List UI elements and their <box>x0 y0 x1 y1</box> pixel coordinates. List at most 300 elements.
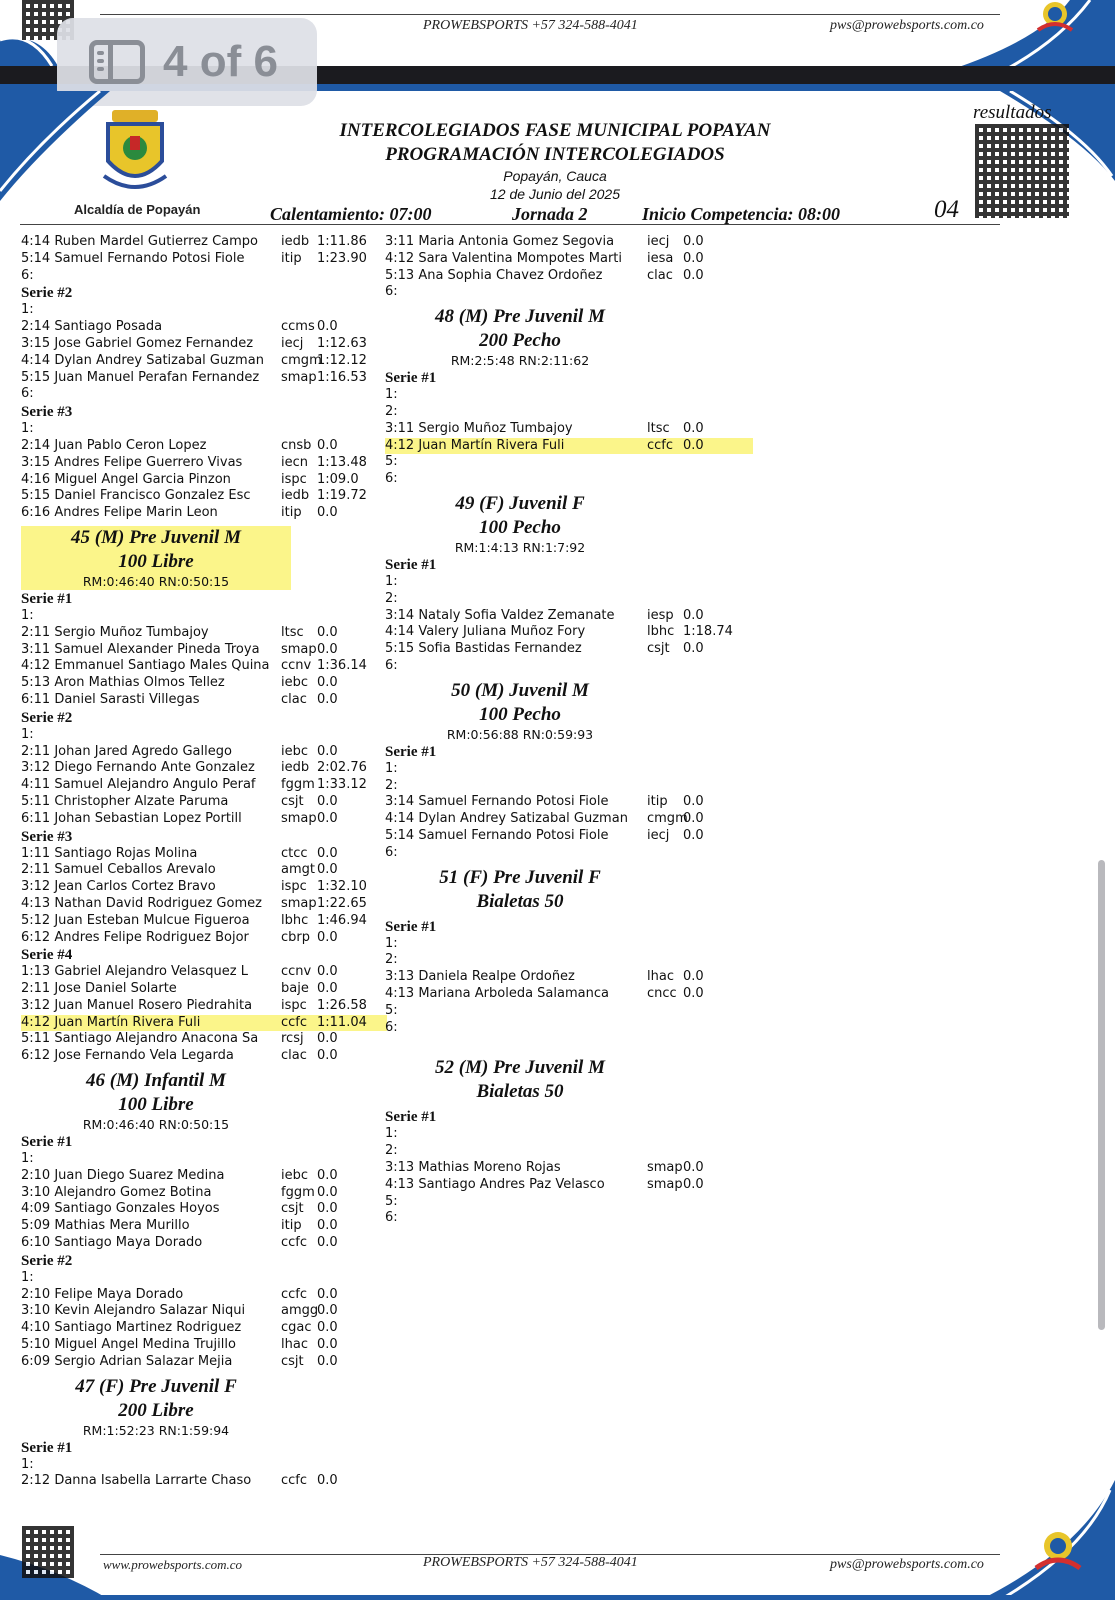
swimmer-name: 6: <box>385 284 398 300</box>
entry-row <box>21 1031 391 1048</box>
club-code: cgac <box>281 1320 312 1336</box>
entry-row <box>21 760 391 777</box>
entry-row <box>385 641 755 658</box>
seed-time: 0.0 <box>317 1048 338 1064</box>
seed-time: 0.0 <box>317 1184 338 1200</box>
seed-time: 0.0 <box>683 641 704 657</box>
seed-time: 0.0 <box>683 250 704 266</box>
club-code: cmgm <box>647 811 688 827</box>
footer-email[interactable]: pws@prowebsports.com.co <box>830 1557 984 1572</box>
entry-row <box>385 845 755 862</box>
entry-row <box>385 471 755 488</box>
swimmer-name: 1: <box>385 760 398 776</box>
entry-row <box>385 387 755 404</box>
seed-time: 0.0 <box>683 794 704 810</box>
club-code: iedb <box>281 488 310 504</box>
event-block <box>21 1375 291 1439</box>
swimmer-name: 6: <box>21 386 34 402</box>
serie-heading: Serie #1 <box>385 370 437 387</box>
mayor-label: Alcaldía de Popayán <box>74 202 201 217</box>
swimmer-name: 2:12 Danna Isabella Larrarte Chaso <box>21 1473 252 1489</box>
seed-time: 1:46.94 <box>317 912 367 928</box>
entry-row <box>21 1151 391 1168</box>
entry-row <box>21 625 391 642</box>
swimmer-name: 6: <box>385 1019 398 1035</box>
swimmer-name: 5:12 Juan Esteban Mulcue Figueroa <box>21 912 250 928</box>
swimmer-name: 3:11 Sergio Muñoz Tumbajoy <box>385 420 573 436</box>
event-distance: Bialetas 50 <box>476 1081 564 1103</box>
serie-heading: Serie #2 <box>21 1252 73 1269</box>
swimmer-name: 4:12 Sara Valentina Mompotes Marti <box>385 250 623 266</box>
entry-row <box>21 981 391 998</box>
entry-row <box>21 642 391 659</box>
entry-row <box>385 268 755 285</box>
swimmer-name: 4:14 Ruben Mardel Gutierrez Campo <box>21 234 258 249</box>
entry-row <box>21 608 391 625</box>
swimmer-name: 5:15 Juan Manuel Perafan Fernandez <box>21 369 260 385</box>
entry-row <box>21 1354 391 1371</box>
seed-time: 2:02.76 <box>317 760 367 776</box>
seed-time: 0.0 <box>317 1473 338 1489</box>
seed-time: 0.0 <box>683 267 704 283</box>
seed-time: 1:09.0 <box>317 471 359 487</box>
club-code: ccfc <box>647 437 674 453</box>
club-code: smap <box>281 810 317 826</box>
club-code: ltsc <box>281 624 304 640</box>
swimmer-name: 1:13 Gabriel Alejandro Velasquez L <box>21 964 248 980</box>
scrollbar[interactable] <box>1098 860 1105 1330</box>
city-crest-icon <box>100 106 170 196</box>
entry-row <box>21 896 391 913</box>
entry-row <box>385 658 755 675</box>
swimmer-name: 4:10 Santiago Martinez Rodriguez <box>21 1320 242 1336</box>
seed-time: 0.0 <box>683 1176 704 1192</box>
footer-website[interactable]: www.prowebsports.com.co <box>103 1557 243 1572</box>
entry-row <box>21 1270 391 1287</box>
right-column <box>385 234 755 1227</box>
entry-row <box>21 658 391 675</box>
seed-time: 0.0 <box>317 624 338 640</box>
seed-time: 0.0 <box>317 743 338 759</box>
seed-time: 0.0 <box>317 981 338 997</box>
serie-heading: Serie #1 <box>385 918 437 935</box>
swimmer-name: 3:10 Alejandro Gomez Botina <box>21 1184 212 1200</box>
swimmer-name: 2: <box>385 1143 398 1159</box>
club-code: cmgm <box>281 352 322 368</box>
seed-time: 0.0 <box>317 1201 338 1217</box>
sidebar-icon <box>89 40 145 84</box>
swimmer-name: 3:12 Diego Fernando Ante Gonzalez <box>21 760 255 776</box>
club-code: smap <box>281 641 317 657</box>
seed-time: 0.0 <box>317 691 338 707</box>
entry-row <box>385 1126 755 1143</box>
seed-time: 0.0 <box>317 793 338 809</box>
club-code: itip <box>647 794 668 810</box>
swimmer-name: 5:14 Samuel Fernando Potosi Fiole <box>21 250 245 266</box>
swimmer-name: 4:11 Samuel Alejandro Angulo Peraf <box>21 777 256 793</box>
seed-time: 0.0 <box>317 319 338 335</box>
club-code: amgt <box>281 862 315 878</box>
club-code: iecn <box>281 454 308 470</box>
entry-row <box>385 1194 755 1211</box>
seed-time: 0.0 <box>683 234 704 249</box>
swimmer-name: 5:13 Aron Mathias Olmos Tellez <box>21 675 225 691</box>
event-distance: 100 Libre <box>21 550 291 574</box>
swimmer-name: 4:12 Emmanuel Santiago Males Quina <box>21 658 270 674</box>
event-records: RM:1:52:23 RN:1:59:94 <box>82 1422 230 1438</box>
entry-row <box>385 1143 755 1160</box>
swimmer-name: 2: <box>385 777 398 793</box>
event-block <box>385 866 655 918</box>
swimmer-name: 3:15 Jose Gabriel Gomez Fernandez <box>21 335 254 351</box>
event-distance: 100 Pecho <box>479 703 561 725</box>
entry-row <box>21 846 391 863</box>
seed-time: 0.0 <box>683 1159 704 1175</box>
club-code: itip <box>281 505 302 521</box>
entry-row <box>385 251 755 268</box>
entry-row <box>21 913 391 930</box>
swimmer-name: 5:11 Santiago Alejandro Anacona Sa <box>21 1031 259 1047</box>
seed-time: 0.0 <box>683 437 704 453</box>
date-label: 12 de Junio del 2025 <box>490 186 620 202</box>
club-code: amgg <box>281 1303 319 1319</box>
entry-row <box>385 608 755 625</box>
header-rule <box>100 14 1000 15</box>
swimmer-name: 5:09 Mathias Mera Murillo <box>21 1218 190 1234</box>
entry-row <box>385 574 755 591</box>
swimmer-name: 3:13 Daniela Realpe Ordoñez <box>385 969 575 985</box>
entry-row <box>21 692 391 709</box>
entry-row <box>21 811 391 828</box>
entry-row <box>21 438 391 455</box>
club-code: fggm <box>281 1184 315 1200</box>
header-bottom-rule <box>20 224 1000 225</box>
club-code: rcsj <box>281 1031 304 1047</box>
entry-row <box>21 777 391 794</box>
seed-time: 0.0 <box>683 827 704 843</box>
entry-row <box>21 794 391 811</box>
seed-time: 0.0 <box>683 811 704 827</box>
swimmer-name: 2:11 Sergio Muñoz Tumbajoy <box>21 624 209 640</box>
club-code: iesa <box>647 250 674 266</box>
swimmer-name: 4:16 Miguel Angel Garcia Pinzon <box>21 471 231 487</box>
entry-row <box>21 353 391 370</box>
results-qr-icon[interactable] <box>975 124 1069 218</box>
swimmer-name: 4:13 Mariana Arboleda Salamanca <box>385 985 609 1001</box>
entry-row <box>21 964 391 981</box>
entry-row <box>21 1235 391 1252</box>
entry-row <box>21 1048 391 1065</box>
swimmer-name: 3:14 Samuel Fernando Potosi Fiole <box>385 794 609 810</box>
seed-time: 1:18.74 <box>683 624 733 640</box>
event-title: 45 (M) Pre Juvenil M <box>21 526 291 550</box>
swimmer-name: 3:12 Juan Manuel Rosero Piedrahita <box>21 997 253 1013</box>
entry-row <box>21 268 391 285</box>
entry-row <box>21 455 391 472</box>
entry-row <box>21 505 391 522</box>
club-code: baje <box>281 981 309 997</box>
entry-row <box>385 1003 755 1020</box>
serie-heading: Serie #3 <box>21 404 73 421</box>
club-code: ispc <box>281 879 307 895</box>
swimmer-name: 3:15 Andres Felipe Guerrero Vivas <box>21 454 243 470</box>
entry-row <box>385 454 755 471</box>
entry-row <box>21 1320 391 1337</box>
swimmer-name: 2:11 Johan Jared Agredo Gallego <box>21 743 232 759</box>
results-label: resultados <box>973 102 1052 123</box>
header-company: PROWEBSPORTS +57 324-588-4041 <box>423 18 638 33</box>
entry-row <box>385 1210 755 1227</box>
event-title: 51 (F) Pre Juvenil F <box>439 866 601 888</box>
club-code: csjt <box>647 641 670 657</box>
seed-time: 1:11.86 <box>317 234 367 249</box>
serie-heading: Serie #2 <box>21 285 73 302</box>
event-title: 47 (F) Pre Juvenil F <box>75 1375 237 1397</box>
seed-time: 0.0 <box>317 505 338 521</box>
entry-row <box>21 862 391 879</box>
event-distance: 200 Pecho <box>479 330 561 352</box>
event-records: RM:0:56:88 RN:0:59:93 <box>446 726 594 742</box>
club-code: ccfc <box>281 1235 308 1251</box>
seed-time: 1:32.10 <box>317 879 367 895</box>
seed-time: 1:22.65 <box>317 895 367 911</box>
club-code: iesp <box>647 607 674 623</box>
seed-time: 0.0 <box>317 641 338 657</box>
entry-row <box>385 828 755 845</box>
swimmer-name: 2:11 Jose Daniel Solarte <box>21 981 177 997</box>
serie-heading: Serie #4 <box>21 947 73 964</box>
swimmer-name: 5:14 Samuel Fernando Potosi Fiole <box>385 827 609 843</box>
seed-time: 0.0 <box>317 1303 338 1319</box>
serie-heading: Serie #2 <box>21 709 73 726</box>
club-code: ispc <box>281 997 307 1013</box>
entry-row <box>21 879 391 896</box>
seed-time: 0.0 <box>317 1286 338 1302</box>
entry-row <box>385 811 755 828</box>
swimmer-name: 6: <box>21 267 34 283</box>
club-code: clac <box>281 1048 307 1064</box>
club-code: cnsb <box>281 437 312 453</box>
swimmer-name: 1: <box>385 573 398 589</box>
event-distance: 100 Libre <box>118 1094 194 1116</box>
swimmer-name: 1: <box>21 302 34 318</box>
swimmer-name: 3:10 Kevin Alejandro Salazar Niqui <box>21 1303 246 1319</box>
entry-row <box>385 438 753 455</box>
entry-row <box>385 969 755 986</box>
seed-time: 1:11.04 <box>317 1014 367 1030</box>
swimmer-name: 1:11 Santiago Rojas Molina <box>21 845 198 861</box>
entry-row <box>21 251 391 268</box>
swimmer-name: 6: <box>385 844 398 860</box>
seed-time: 1:26.58 <box>317 997 367 1013</box>
swimmer-name: 6:10 Santiago Maya Dorado <box>21 1235 203 1251</box>
swimmer-name: 4:12 Juan Martín Rivera Fuli <box>21 1014 201 1030</box>
club-code: smap <box>281 369 317 385</box>
entry-row <box>21 1168 391 1185</box>
club-code: ccfc <box>281 1286 308 1302</box>
entry-row <box>385 778 755 795</box>
event-block <box>385 492 655 556</box>
swimmer-name: 6:11 Daniel Sarasti Villegas <box>21 691 200 707</box>
swimmer-name: 6:16 Andres Felipe Marin Leon <box>21 505 218 521</box>
seed-time: 1:33.12 <box>317 777 367 793</box>
seed-time: 1:12.63 <box>317 335 367 351</box>
warmup-label: Calentamiento: 07:00 <box>270 204 432 224</box>
club-code: csjt <box>281 793 304 809</box>
seed-time: 0.0 <box>317 1337 338 1353</box>
swimmer-name: 3:11 Samuel Alexander Pineda Troya <box>21 641 260 657</box>
club-code: smap <box>281 895 317 911</box>
entry-row <box>21 386 391 403</box>
swimmer-name: 5:13 Ana Sophia Chavez Ordoñez <box>385 267 603 283</box>
swimmer-name: 1: <box>21 726 34 742</box>
swimmer-name: 2: <box>385 952 398 968</box>
event-records: RM:2:5:48 RN:2:11:62 <box>450 353 590 369</box>
entry-row <box>21 336 391 353</box>
club-code: fggm <box>281 777 315 793</box>
swimmer-name: 1: <box>21 1151 34 1167</box>
club-code: lbhc <box>281 912 309 928</box>
entry-row <box>21 472 391 489</box>
club-code: csjt <box>281 1201 304 1217</box>
swimmer-name: 3:12 Jean Carlos Cortez Bravo <box>21 879 216 895</box>
swimmer-name: 4:14 Dylan Andrey Satizabal Guzman <box>21 352 264 368</box>
club-code: ctcc <box>281 845 308 861</box>
club-code: lbhc <box>647 624 675 640</box>
entry-row <box>385 761 755 778</box>
club-code: lhac <box>647 969 674 985</box>
swimmer-name: 2:11 Samuel Ceballos Arevalo <box>21 862 216 878</box>
swimmer-name: 3:11 Maria Antonia Gomez Segovia <box>385 234 615 249</box>
event-title: 49 (F) Juvenil F <box>455 492 585 514</box>
seed-time: 0.0 <box>317 1031 338 1047</box>
seed-time: 0.0 <box>317 1320 338 1336</box>
footer-company: PROWEBSPORTS +57 324-588-4041 <box>423 1555 638 1570</box>
swimmer-name: 1: <box>21 607 34 623</box>
round-label: Jornada 2 <box>512 204 588 224</box>
swimmer-name: 1: <box>21 421 34 437</box>
swimmer-name: 1: <box>385 1126 398 1142</box>
club-code: iedb <box>281 234 310 249</box>
seed-time: 0.0 <box>683 969 704 985</box>
club-code: itip <box>281 250 302 266</box>
serie-heading: Serie #1 <box>385 556 437 573</box>
club-code: cbrp <box>281 929 310 945</box>
event-title: 46 (M) Infantil M <box>86 1070 226 1092</box>
seed-time: 0.0 <box>317 1235 338 1251</box>
seed-time: 0.0 <box>317 1167 338 1183</box>
seed-time: 0.0 <box>317 1353 338 1369</box>
club-code: iedb <box>281 760 310 776</box>
club-code: iebc <box>281 743 309 759</box>
swimmer-name: 5: <box>385 1193 398 1209</box>
serie-heading: Serie #1 <box>21 590 73 607</box>
page-number: 04 <box>934 196 959 223</box>
swimmer-name: 4:09 Santiago Gonzales Hoyos <box>21 1201 220 1217</box>
swimmer-name: 4:13 Nathan David Rodriguez Gomez <box>21 895 262 911</box>
swimmer-name: 6: <box>385 657 398 673</box>
swimmer-name: 6:11 Johan Sebastian Lopez Portill <box>21 810 242 826</box>
swimmer-name: 2:10 Juan Diego Suarez Medina <box>21 1167 225 1183</box>
club-code: cncc <box>647 985 677 1001</box>
entry-row <box>385 421 755 438</box>
swimmer-name: 1: <box>21 1269 34 1285</box>
club-code: lhac <box>281 1337 308 1353</box>
club-code: ccfc <box>281 1014 308 1030</box>
swimmer-name: 5: <box>385 1002 398 1018</box>
event-records: RM:0:46:40 RN:0:50:15 <box>21 574 291 590</box>
club-code: ccms <box>281 319 315 335</box>
entry-row <box>385 1160 755 1177</box>
seed-time: 0.0 <box>317 845 338 861</box>
seed-time: 1:23.90 <box>317 250 367 266</box>
entry-row <box>21 302 391 319</box>
entry-row <box>385 952 755 969</box>
swimmer-name: 6:12 Jose Fernando Vela Legarda <box>21 1048 234 1064</box>
club-code: iebc <box>281 675 309 691</box>
entry-row <box>21 930 391 947</box>
entry-row <box>385 1020 755 1037</box>
entry-row <box>385 794 755 811</box>
seed-time: 0.0 <box>683 607 704 623</box>
event-block <box>385 305 655 369</box>
swimmer-name: 4:13 Santiago Andres Paz Velasco <box>385 1176 605 1192</box>
footer-swoosh <box>0 1470 1115 1600</box>
entry-row <box>21 488 391 505</box>
event-records: RM:0:46:40 RN:0:50:15 <box>82 1117 230 1133</box>
page-subtitle: PROGRAMACIÓN INTERCOLEGIADOS <box>385 144 725 165</box>
entry-row <box>21 1303 391 1320</box>
entry-row <box>21 998 391 1015</box>
seed-time: 0.0 <box>683 985 704 1001</box>
entry-row <box>21 1337 391 1354</box>
club-code: ispc <box>281 471 307 487</box>
swimmer-name: 2: <box>385 403 398 419</box>
swimmer-name: 5:15 Sofia Bastidas Fernandez <box>385 641 582 657</box>
event-distance: Bialetas 50 <box>476 890 564 912</box>
seed-time: 1:13.48 <box>317 454 367 470</box>
spacer <box>385 1036 755 1052</box>
club-code: ltsc <box>647 420 670 436</box>
seed-time: 1:19.72 <box>317 488 367 504</box>
event-block <box>385 1056 655 1108</box>
seed-time: 1:12.12 <box>317 352 367 368</box>
swimmer-name: 2: <box>385 590 398 606</box>
club-code: iecj <box>281 335 304 351</box>
footer-qr-icon <box>22 1526 74 1578</box>
swimmer-name: 3:13 Mathias Moreno Rojas <box>385 1159 561 1175</box>
serie-heading: Serie #1 <box>21 1439 73 1456</box>
swimmer-name: 2:10 Felipe Maya Dorado <box>21 1286 184 1302</box>
club-code: ccfc <box>281 1473 308 1489</box>
entry-row <box>21 319 391 336</box>
entry-row <box>385 404 755 421</box>
club-code: itip <box>281 1218 302 1234</box>
event-block <box>21 526 291 590</box>
swimmer-name: 5: <box>385 454 398 470</box>
entry-row <box>21 727 391 744</box>
city-label: Popayán, Cauca <box>503 168 607 184</box>
swimmer-name: 4:14 Dylan Andrey Satizabal Guzman <box>385 811 628 827</box>
entry-row <box>21 421 391 438</box>
entry-row <box>385 986 755 1003</box>
event-block <box>385 679 655 743</box>
swimmer-name: 1: <box>385 387 398 403</box>
event-records: RM:1:4:13 RN:1:7:92 <box>454 539 586 555</box>
seed-time: 0.0 <box>683 420 704 436</box>
swimmer-name: 6:12 Andres Felipe Rodriguez Bojor <box>21 929 249 945</box>
seed-time: 0.0 <box>317 675 338 691</box>
